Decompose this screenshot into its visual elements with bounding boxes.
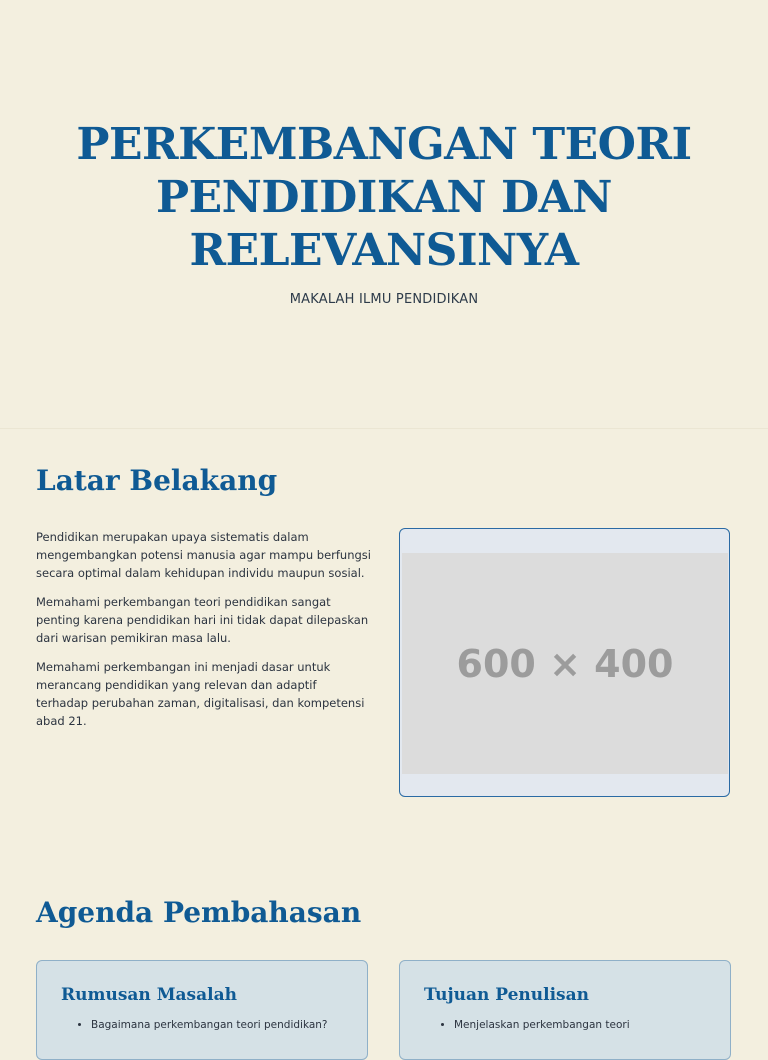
card-list	[61, 1017, 328, 1033]
page-title: PERKEMBANGAN TEORI PENDIDIKAN DAN RELEVANSINYA	[76, 119, 692, 276]
card-list	[424, 1017, 630, 1033]
latar-paragraph: Pendidikan merupakan upaya sistematis dalam mengembangkan potensi manusia agar mampu berfungsi secara optimal dalam kehidupan individu maupun sosial.	[36, 530, 371, 580]
list-item: • Bagaimana perkembangan teori pendidikan?	[91, 1017, 328, 1033]
latar-paragraph: Memahami perkembangan teori pendidikan sangat penting karena pendidikan hari ini tidak dapat dilepaskan dari warisan pemikiran masa lalu.	[36, 595, 369, 645]
latar-belakang-heading: Latar Belakang	[36, 464, 278, 497]
card-rumusan-masalah	[36, 960, 368, 1060]
latar-paragraph: Memahami perkembangan ini menjadi dasar untuk merancang pendidikan yang relevan dan adaptif terhadap perubahan zaman, digitalisasi, dan kompetensi abad 21.	[36, 660, 365, 728]
title-section	[0, 0, 768, 428]
card-title: Rumusan Masalah	[61, 985, 237, 1005]
latar-belakang-text	[36, 528, 372, 741]
agenda-heading: Agenda Pembahasan	[36, 896, 362, 929]
placeholder-image	[402, 553, 728, 774]
section-divider	[0, 428, 768, 429]
page-subtitle: MAKALAH ILMU PENDIDIKAN	[289, 292, 479, 307]
list-item: • Menjelaskan perkembangan teori	[454, 1017, 630, 1033]
image-frame	[399, 528, 730, 797]
card-tujuan-penulisan	[399, 960, 731, 1060]
placeholder-image-label: 600 × 400	[456, 641, 674, 686]
card-title: Tujuan Penulisan	[424, 985, 589, 1005]
